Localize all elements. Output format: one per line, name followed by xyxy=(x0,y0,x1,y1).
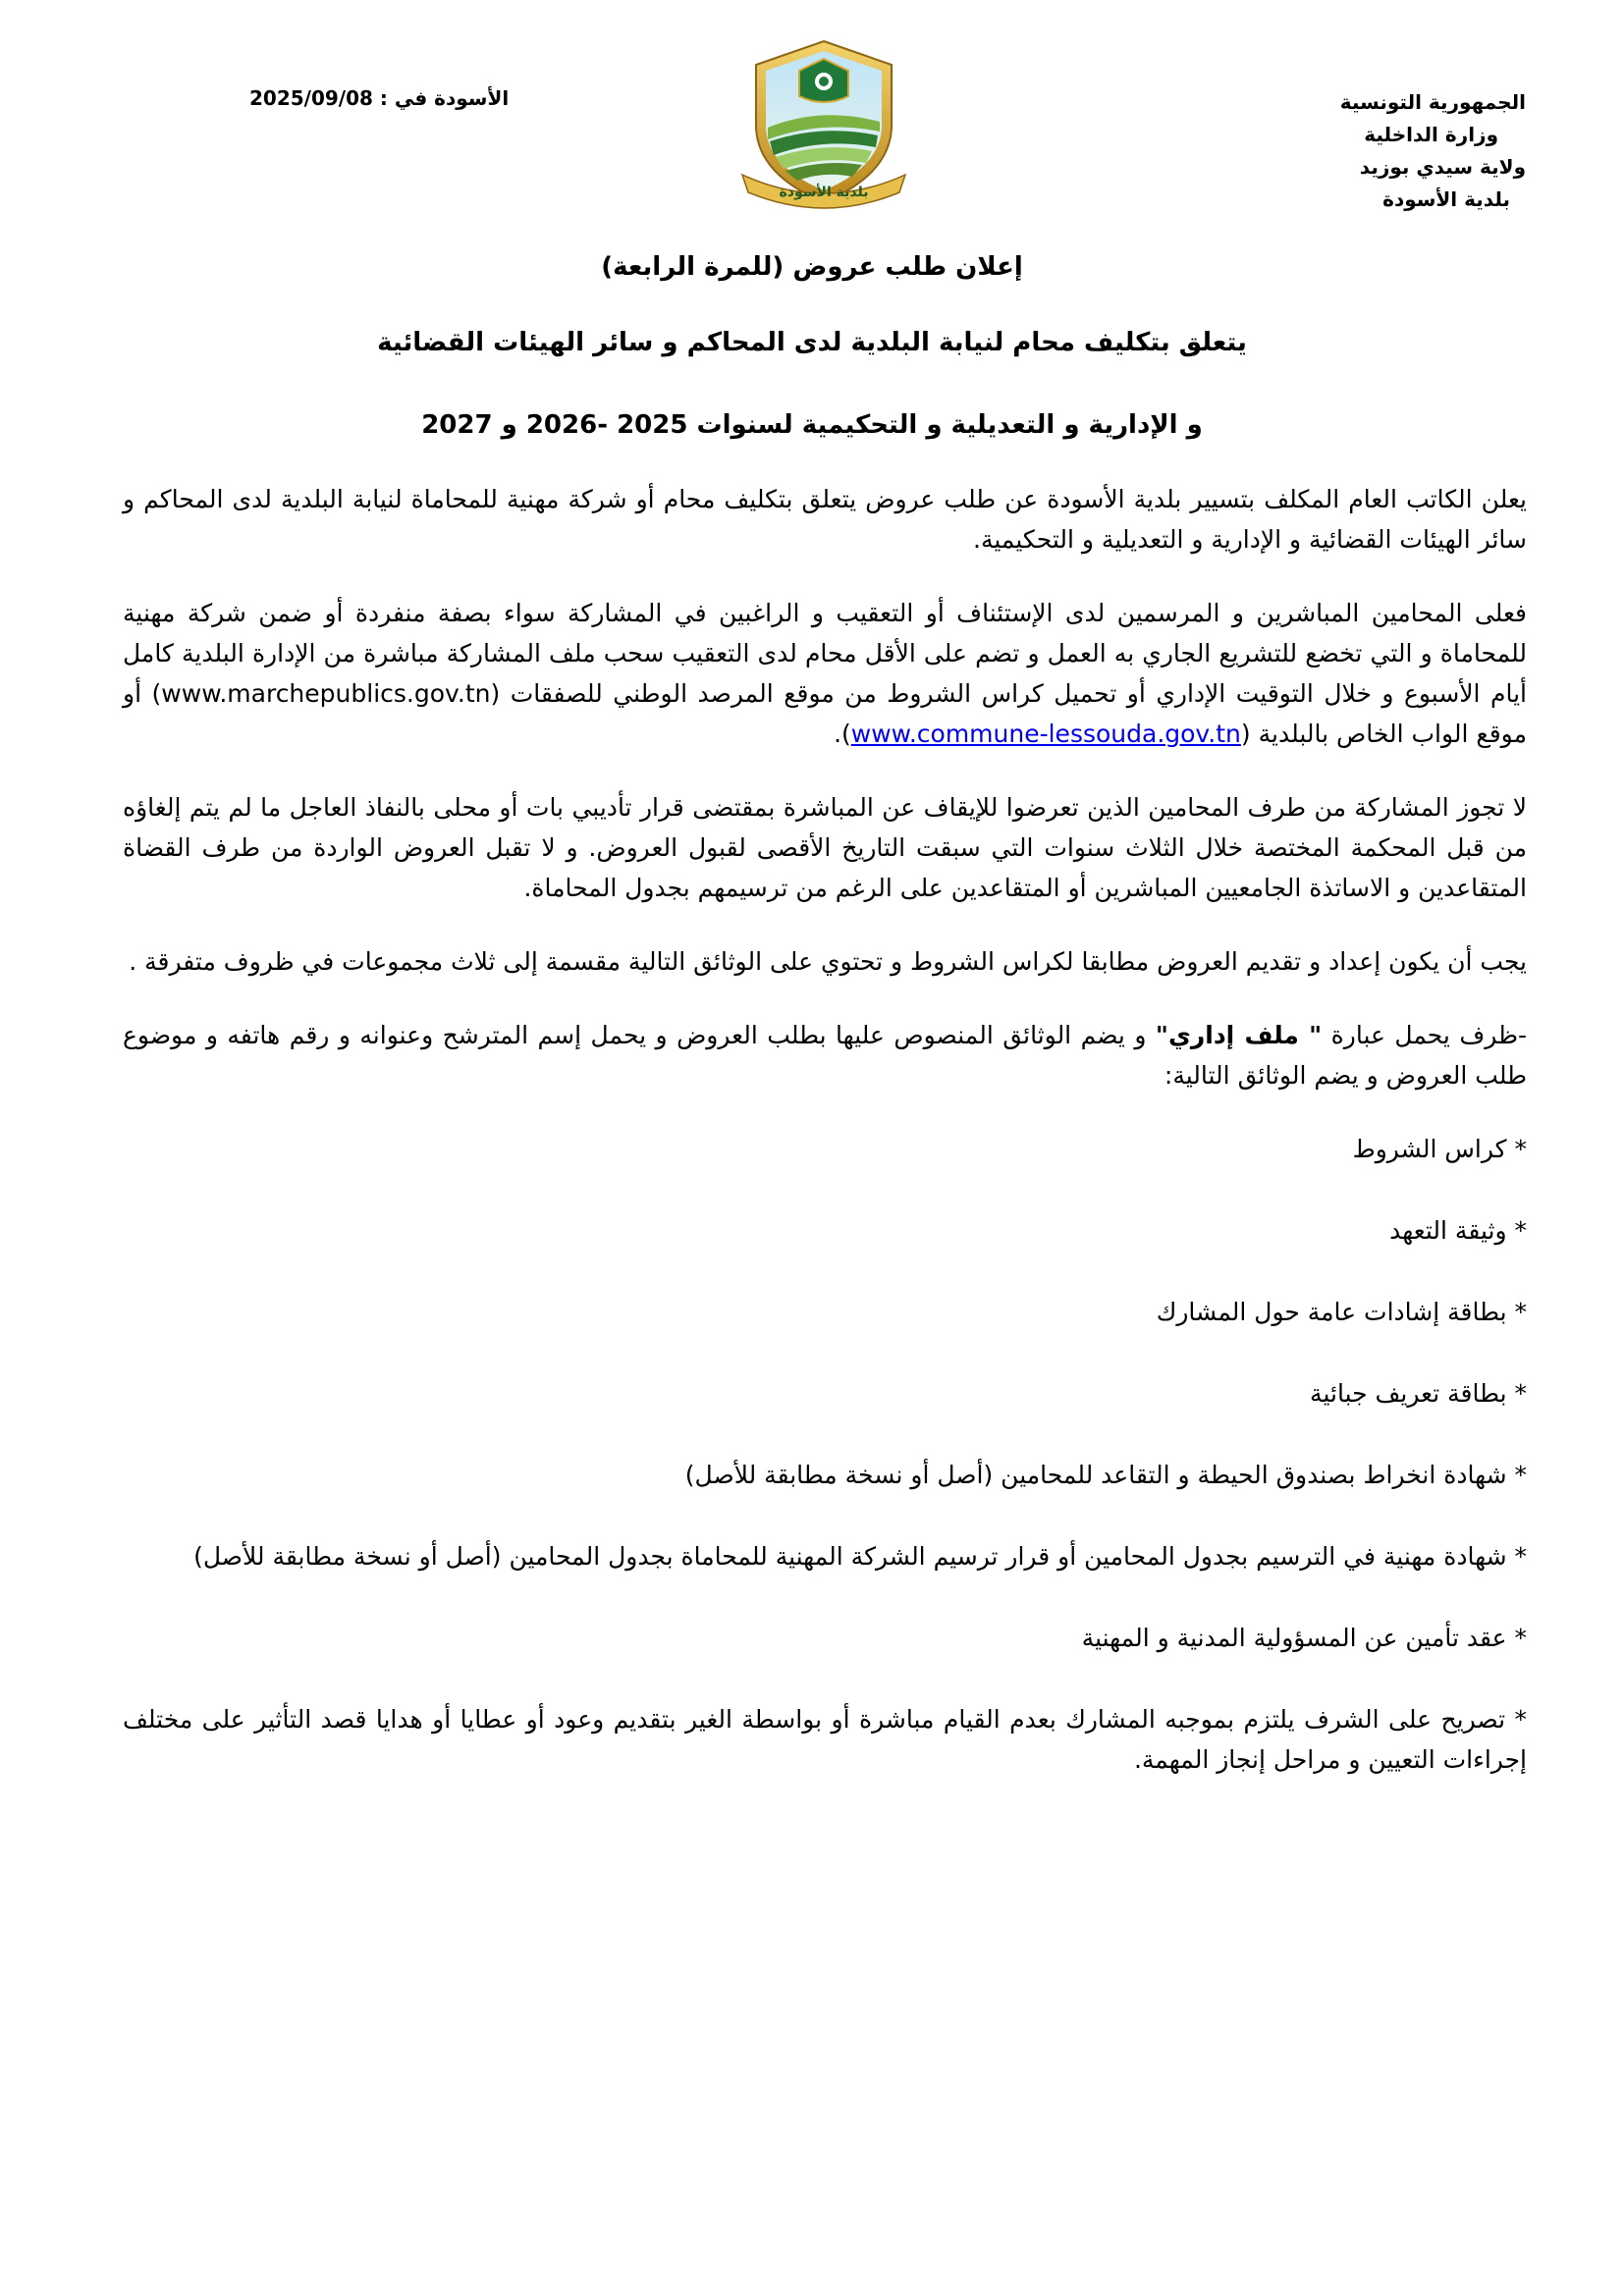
paragraph-admin-envelope xyxy=(123,1015,1527,1095)
participation-text-c: ). xyxy=(834,720,851,748)
admin-envelope-text-b: و يضم الوثائق المنصوص عليها بطلب العروض و يحمل إسم المترشح وعنوانه و رقم هاتفه و موضوع طلب العروض و يضم الوثائق التالية: xyxy=(123,1021,1527,1090)
ministry-line: وزارة الداخلية xyxy=(1364,123,1498,146)
participation-text-b: ) أو موقع الواب الخاص بالبلدية ( xyxy=(123,679,1527,748)
paragraph-exclusions: لا تجوز المشاركة من طرف المحامين الذين تعرضوا للإيقاف عن المباشرة بمقتضى قرار تأديبي بات أو محلى بالنفاذ العاجل ما لم يتم إلغاؤه من قبل المحكمة المختصة خلال الثلاث سنوات التي سبقت التاريخ الأقصى لقبول العروض. و لا تقبل العروض الواردة من طرف القضاة المتقاعدين و الاساتذة الجامعيين المباشرين أو المتقاعدين على الرغم من ترسيمهم بجدول المحاماة. xyxy=(123,793,1527,902)
date-value: 2025/09/08 xyxy=(249,86,373,110)
logo-text: بلدية الأسودة xyxy=(779,185,869,200)
list-item: * بطاقة تعريف جبائية xyxy=(1310,1379,1527,1408)
administrative-header xyxy=(1231,86,1526,216)
paragraph-intro: يعلن الكاتب العام المكلف بتسيير بلدية الأسودة عن طلب عروض يتعلق بتكليف محام أو شركة مهنية للمحاماة لنيابة البلدية لدى المحاكم و سائر الهيئات القضائية و الإدارية و التعديلية و التحكيمية. xyxy=(123,485,1527,554)
date-line xyxy=(249,86,509,110)
republic-line: الجمهورية التونسية xyxy=(1339,90,1526,114)
participation-text-a: فعلى المحامين المباشرين و المرسمين لدى الإستئناف أو التعقيب و الراغبين في المشاركة سواء بصفة منفردة أو ضمن شركة مهنية للمحاماة و التي تخضع للتشريع الجاري به العمل و تضم على الأقل محام لدى التعقيب سحب ملف المشاركة مباشرة من الإدارة البلدية كامل أيام الأسبوع و خلال التوقيت الإداري أو تحميل كراس الشروط من موقع المرصد الوطني للصفقات ( xyxy=(123,599,1528,708)
paragraph-submission: يجب أن يكون إعداد و تقديم العروض مطابقا لكراس الشروط و تحتوي على الوثائق التالية مقسمة إلى ثلاث مجموعات في ظروف متفرقة . xyxy=(129,947,1527,976)
admin-envelope-text-a: -ظرف يحمل عبارة xyxy=(1322,1021,1527,1049)
municipality-website-link[interactable]: www.commune-lessouda.gov.tn xyxy=(850,720,1241,748)
list-item: * تصريح على الشرف يلتزم بموجبه المشارك بعدم القيام مباشرة أو بواسطة الغير بتقديم وعود أو عطايا أو هدايا قصد التأثير على مختلف إجراءات التعيين و مراحل إنجاز المهمة. xyxy=(123,1705,1527,1774)
list-item: * كراس الشروط xyxy=(1352,1135,1527,1163)
announcement-body xyxy=(123,479,1527,1821)
paragraph-participation xyxy=(123,593,1527,754)
date-label: الأسودة في : xyxy=(379,86,510,110)
list-item: * شهادة انخراط بصندوق الحيطة و التقاعد للمحامين (أصل أو نسخة مطابقة للأصل) xyxy=(684,1461,1527,1489)
municipality-line: بلدية الأسودة xyxy=(1382,187,1510,211)
list-item: * عقد تأمين عن المسؤولية المدنية و المهنية xyxy=(1081,1624,1527,1652)
procurement-site-text: www.marchepublics.gov.tn xyxy=(161,679,491,708)
list-item: * شهادة مهنية في الترسيم بجدول المحامين أو قرار ترسيم الشركة المهنية للمحاماة بجدول المحامين (أصل أو نسخة مطابقة للأصل) xyxy=(193,1542,1527,1571)
municipality-logo xyxy=(732,37,915,212)
announcement-subject-line-2: و الإدارية و التعديلية و التحكيمية لسنوات 2025 -2026 و 2027 xyxy=(421,410,1203,440)
announcement-title: إعلان طلب عروض (للمرة الرابعة) xyxy=(601,252,1023,282)
governorate-line: ولاية سيدي بوزيد xyxy=(1359,155,1526,179)
admin-envelope-label: " ملف إداري" xyxy=(1155,1021,1323,1049)
list-item: * وثيقة التعهد xyxy=(1389,1216,1527,1245)
announcement-subject-line-1: يتعلق بتكليف محام لنيابة البلدية لدى المحاكم و سائر الهيئات القضائية xyxy=(377,328,1247,357)
list-item: * بطاقة إشادات عامة حول المشارك xyxy=(1156,1298,1527,1326)
